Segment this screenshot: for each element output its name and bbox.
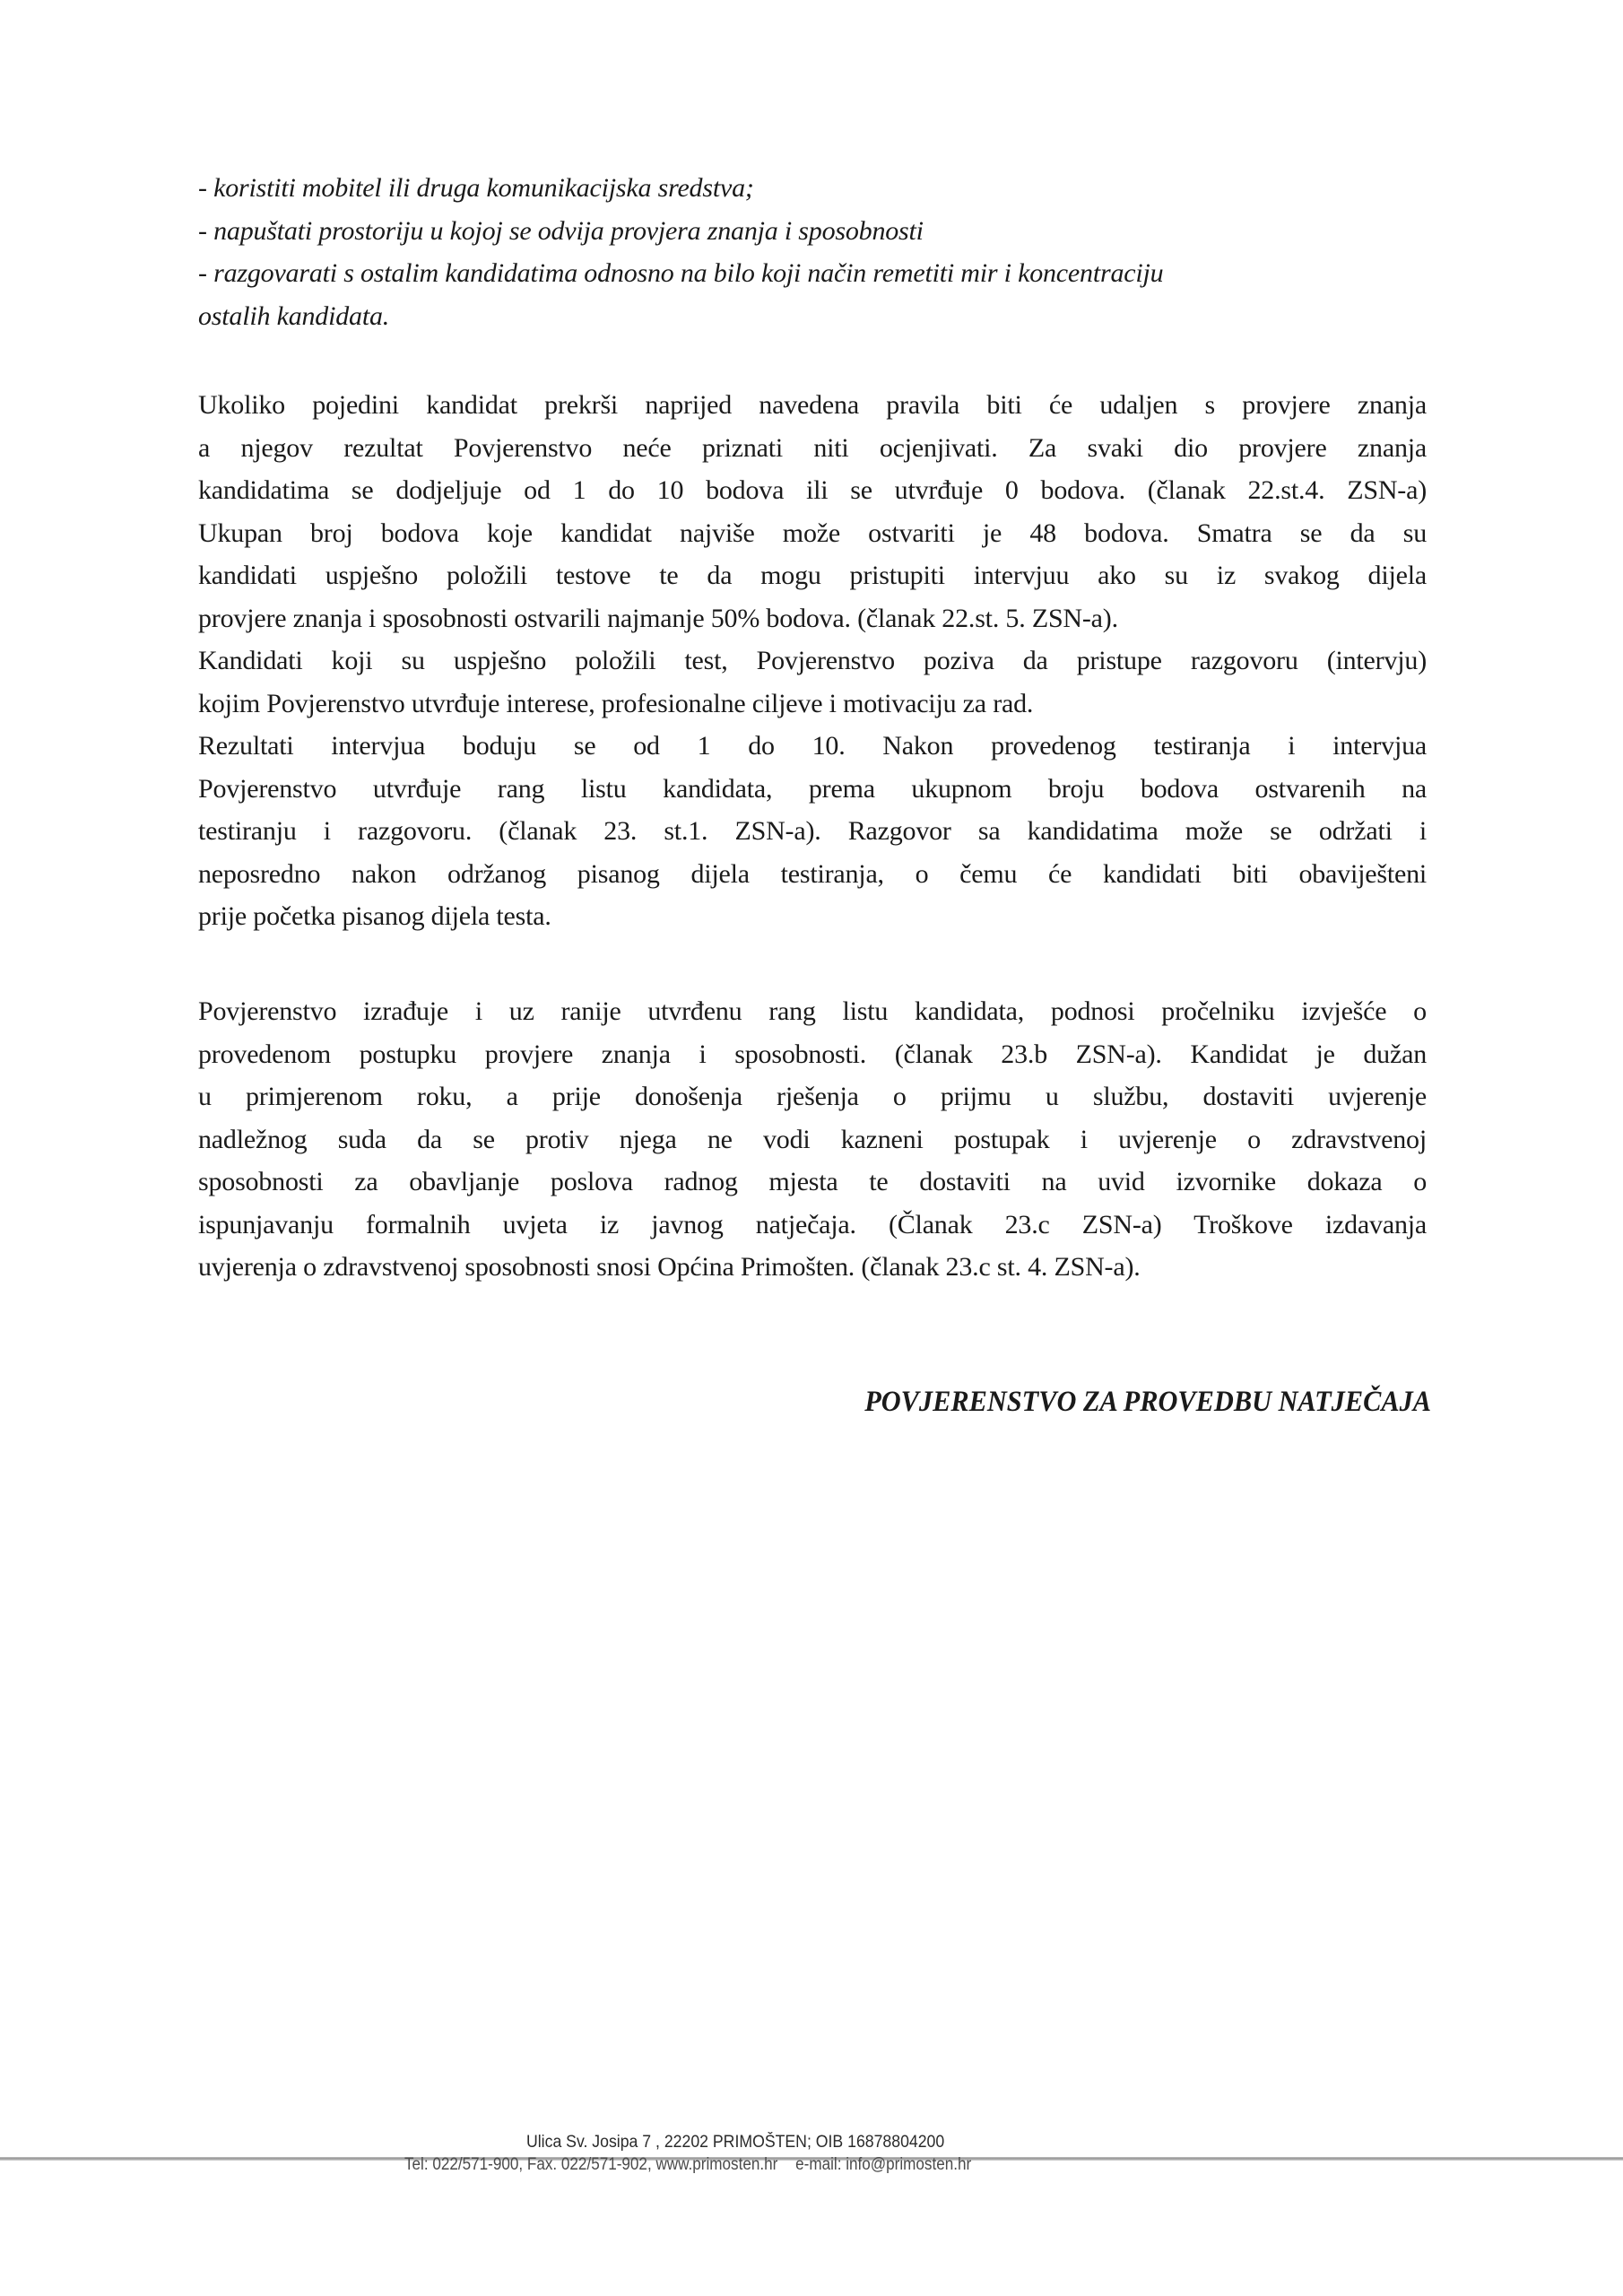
list-item: - razgovarati s ostalim kandidatima odnosno na bilo koji način remetiti mir i koncentraciju [198,258,1164,288]
paragraph-line: sposobnosti za obavljanje poslova radnog mjesta te dostaviti na uvid izvornike dokaza o [198,1167,1427,1196]
list-item: - napuštati prostoriju u kojoj se odvija provjera znanja i sposobnosti [198,215,924,246]
footer-tel-fax-web: Tel: 022/571-900, Fax. 022/571-902, www.primosten.hr [404,2155,778,2174]
paragraph-line: neposredno nakon održanog pisanog dijela testiranja, o čemu će kandidati biti obaviješteni [198,858,1427,889]
committee-signature: POVJERENSTVO ZA PROVEDBU NATJEČAJA [864,1386,1431,1418]
paragraph-line: prije početka pisanog dijela testa. [198,901,551,931]
paragraph-line: uvjerenja o zdravstvenoj sposobnosti snosi Općina Primošten. (članak 23.c st. 4. ZSN-a). [198,1252,1141,1282]
paragraph-line: a njegov rezultat Povjerenstvo neće priznati niti ocjenjivati. Za svaki dio provjere znanja [198,432,1427,463]
paragraph-line: Rezultati intervjua boduju se od 1 do 10. Nakon provedenog testiranja i intervjua [198,731,1427,761]
paragraph-scoring-rules [198,384,1427,938]
paragraph-committee-report [198,990,1427,1289]
paragraph-line: Povjerenstvo izrađuje i uz ranije utvrđenu rang listu kandidata, podnosi pročelniku izvješće o [198,996,1427,1026]
paragraph-line: nadležnog suda da se protiv njega ne vodi kazneni postupak i uvjerenje o zdravstvenoj [198,1124,1427,1154]
paragraph-line: provedenom postupku provjere znanja i sposobnosti. (članak 23.b ZSN-a). Kandidat je dužan [198,1039,1427,1069]
paragraph-line: ispunjavanju formalnih uvjeta iz javnog natječaja. (Članak 23.c ZSN-a) Troškove izdavanja [198,1209,1427,1239]
paragraph-line: provjere znanja i sposobnosti ostvarili najmanje 50% bodova. (članak 22.st. 5. ZSN-a). [198,603,1118,633]
footer-email: e-mail: info@primosten.hr [795,2155,972,2174]
paragraph-line: u primjerenom roku, a prije donošenja rješenja o prijmu u službu, dostaviti uvjerenje [198,1082,1427,1111]
paragraph-line: testiranju i razgovoru. (članak 23. st.1. ZSN-a). Razgovor sa kandidatima može se održati i [198,816,1427,846]
footer-address: Ulica Sv. Josipa 7 , 22202 PRIMOŠTEN; OIB 16878804200 [526,2133,945,2152]
paragraph-line: Kandidati koji su uspješno položili test, Povjerenstvo poziva da pristupe razgovoru (intervju) [198,646,1427,675]
list-item: - koristiti mobitel ili druga komunikacijska sredstva; [198,173,754,203]
letterhead-footer [0,2133,1623,2187]
prohibited-actions-list [198,167,1427,337]
paragraph-line: Ukoliko pojedini kandidat prekrši naprijed navedena pravila biti će udaljen s provjere znanja [198,390,1427,420]
list-item-continuation: ostalih kandidata. [198,300,390,331]
paragraph-line: Ukupan broj bodova koje kandidat najviše može ostvariti je 48 bodova. Smatra se da su [198,517,1427,548]
paragraph-line: kandidatima se dodjeljuje od 1 do 10 bodova ili se utvrđuje 0 bodova. (članak 22.st.4. ZSN-a) [198,475,1427,505]
paragraph-line: kandidati uspješno položili testove te da mogu pristupiti intervjuu ako su iz svakog dijela [198,561,1427,590]
footer-contact [404,2155,971,2175]
paragraph-line: Povjerenstvo utvrđuje rang listu kandidata, prema ukupnom broju bodova ostvarenih na [198,773,1427,804]
paragraph-line: kojim Povjerenstvo utvrđuje interese, profesionalne ciljeve i motivaciju za rad. [198,688,1034,718]
